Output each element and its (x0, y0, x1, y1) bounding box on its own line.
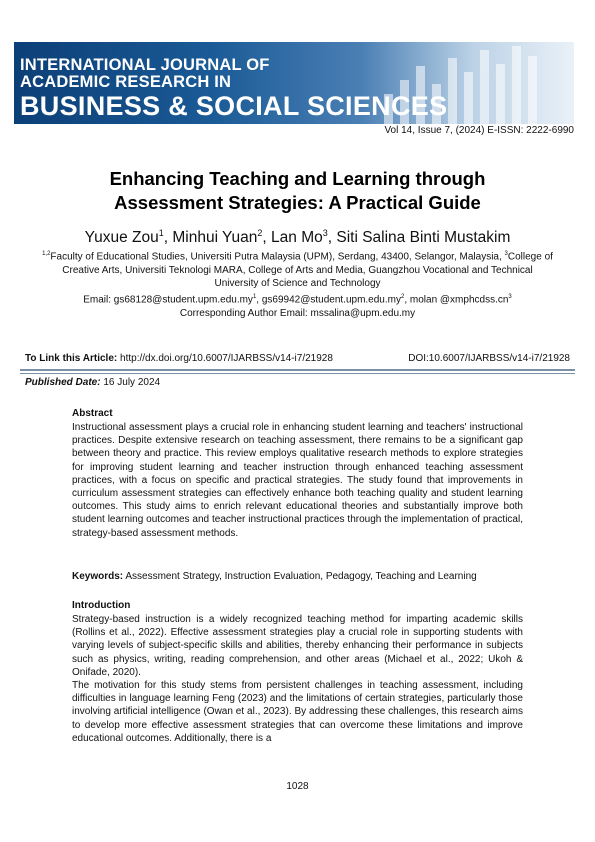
email-label: Email: (83, 294, 114, 306)
author-list: Yuxue Zou$^1$, Minhui Yuan$^2$, Lan Mo$^3$, Siti Salina Binti Mustakim (84, 228, 511, 247)
email-sup: 2 (400, 293, 405, 300)
affil-sup: 1,2 (42, 251, 51, 257)
abstract-text: Instructional assessment plays a crucial role in enhancing student learning and teachers' instructional practices. Despite extensive research on teaching assessment, there remains to be a significant gap between theory and practice. This review employs qualitative research methods to explore strategies for improving student learning and teacher instruction through enhanced teaching assessment practices, with a focus on specific and practical strategies. The study found that improvements in curriculum assessment strategies can effectively enhance both teaching quality and student learning outcomes. This study aims to enrich relevant educational theories and substantially improve both student learning outcomes and teacher instructional practices through the implementation of practical, strategy-based assessment methods. (72, 422, 523, 539)
author-name: Lan Mo (271, 229, 323, 247)
keywords-text: Assessment Strategy, Instruction Evaluation, Pedagogy, Teaching and Learning (125, 571, 477, 582)
journal-banner (14, 42, 574, 124)
banner-line-1: INTERNATIONAL JOURNAL OF (20, 56, 270, 74)
article-url-link[interactable]: http://dx.doi.org/10.6007/IJARBSS/v14-i7/21928 (120, 353, 333, 364)
banner-line-2: ACADEMIC RESEARCH IN (20, 73, 232, 91)
affil-text: Faculty of Educational Studies, Universiti Putra Malaysia (UPM), Serdang, 43400, Selangor, Malaysia, (50, 251, 505, 263)
article-link-row (25, 353, 570, 364)
author-name: Yuxue Zou (84, 229, 159, 247)
corresponding-author: Corresponding Author Email: mssalina@upm.edu.my (179, 307, 416, 319)
intro-paragraph: Strategy-based instruction is a widely recognized teaching method for imparting academic skills (Rollins et al., 2022). Effective assessment strategies play a crucial role in supporting students with varying levels of subject-specific skills and abilities, thereby enhancing their performance in subjects such as physics, writing, reading comprehension, and other areas (Michael et al., 2022; Ukoh & Onifade, 2020). (72, 614, 523, 678)
divider (20, 373, 575, 374)
published-date (25, 377, 160, 388)
author-sup: 3 (322, 228, 328, 238)
email-link[interactable]: gs69942@student.upm.edu.my (261, 294, 401, 306)
doi-text: DOI:10.6007/IJARBSS/v14-i7/21928 (408, 353, 570, 364)
introduction-text (72, 613, 523, 745)
keywords (72, 570, 523, 583)
introduction-heading: Introduction (72, 600, 131, 611)
keywords-label: Keywords: (72, 571, 124, 582)
link-label: To Link this Article: (25, 353, 118, 364)
intro-paragraph: The motivation for this study stems from persistent challenges in teaching assessment, including difficulties in language learning Feng (2023) and the limitations of certain strategies, particularly those involving artificial intelligence (Owan et al., 2023). By addressing these challenges, this research aims to develop more effective assessment strategies that can overcome these limitations and improve educational outcomes. Additionally, there is a (72, 680, 523, 744)
email-link[interactable]: gs68128@student.upm.edu.my (113, 294, 253, 306)
author-name: Siti Salina Binti Mustakim (336, 229, 511, 247)
banner-line-3: BUSINESS & SOCIAL SCIENCES (20, 91, 448, 121)
divider (20, 369, 575, 371)
author-sup: 2 (257, 228, 263, 238)
author-name: Minhui Yuan (172, 229, 258, 247)
volume-info: Vol 14, Issue 7, (2024) E-ISSN: 2222-6990 (384, 125, 574, 136)
email-sup: 1 (252, 293, 257, 300)
affil-sup: 3 (504, 251, 508, 257)
email-link[interactable]: molan @xmphcdss.cn (409, 294, 509, 306)
author-sup: 1 (158, 228, 164, 238)
affil-text: College of Creative Arts, Universiti Teknologi MARA, College of Arts and Media, Guangzhou Vocational and Technical University of Science and Technology (62, 251, 553, 290)
abstract-heading: Abstract (72, 408, 113, 419)
paper-title: Enhancing Teaching and Learning through Assessment Strategies: A Practical Guide (109, 168, 486, 213)
page-number: 1028 (286, 781, 309, 792)
published-label: Published Date: (25, 377, 101, 388)
published-value: 16 July 2024 (103, 377, 161, 388)
banner-tick-label: 14 (480, 72, 489, 81)
email-sup: 3 (508, 293, 512, 300)
affiliations: $^{1,2}$Faculty of Educational Studies, Universiti Putra Malaysia (UPM), Serdang, 43400, Selangor, Malaysia, $^3$College of Creative Arts, Universiti Teknologi MARA, College of Arts and Media, Guangzhou Vocational and Technical University of Science and Technology Email: $gs68128@student.upm.edu.my^1$, $gs69942@student.upm.edu.my^2$, molan $@xmphcdss.cn^3$ Corresponding Author Email: mssalina@upm.edu.my (42, 251, 553, 319)
